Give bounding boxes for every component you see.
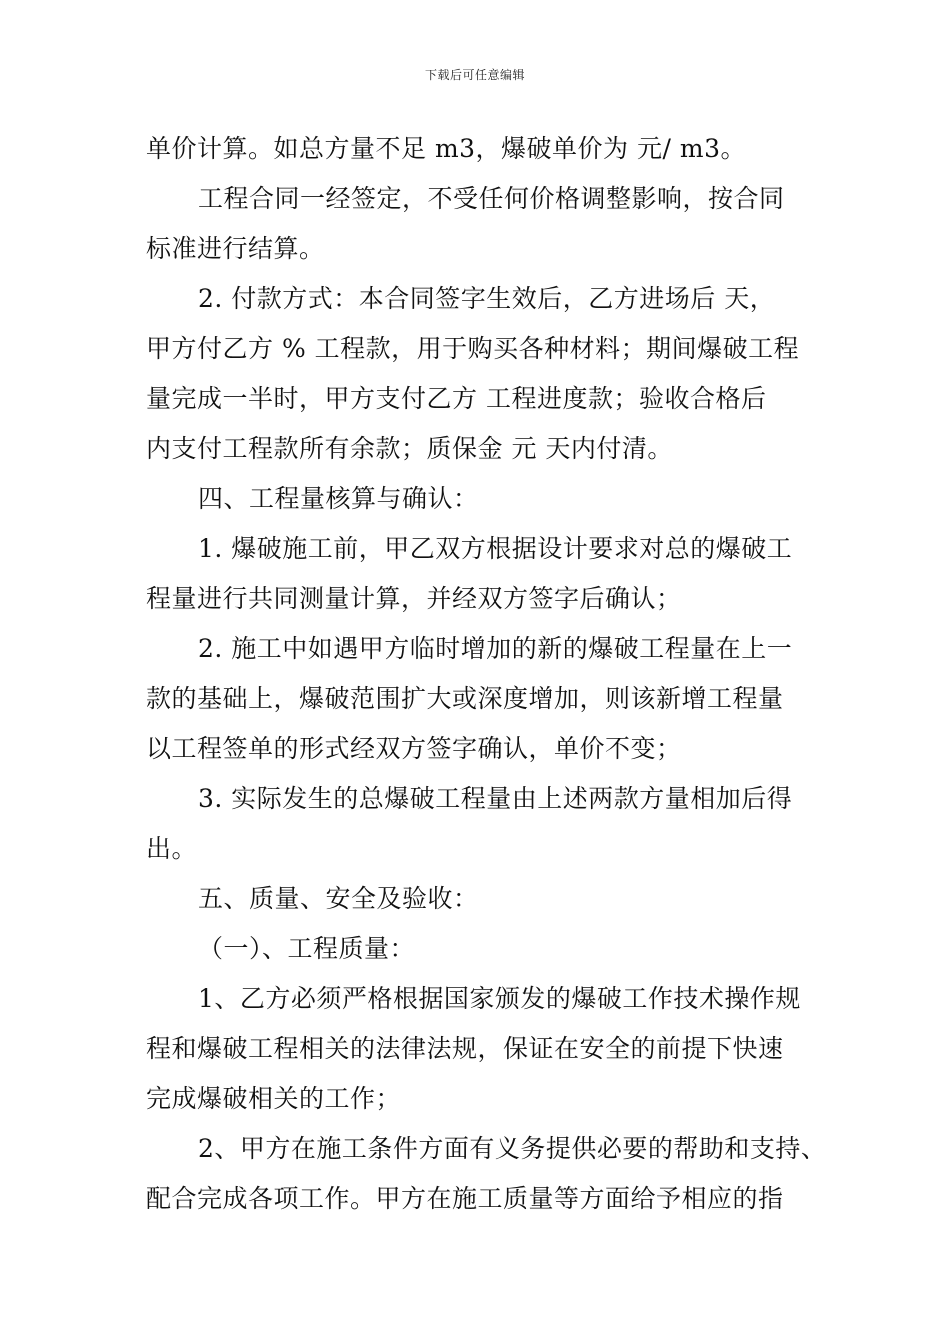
text-line: 以工程签单的形式经双方签字确认，单价不变； (146, 734, 682, 763)
text-line: 完成爆破相关的工作； (146, 1084, 402, 1113)
text-line: 1、乙方必须严格根据国家颁发的爆破工作技术操作规 (198, 984, 801, 1013)
text-line: 配合完成各项工作。甲方在施工质量等方面给予相应的指 (146, 1184, 784, 1213)
text-line: 出。 (146, 834, 198, 863)
text-line: 2、甲方在施工条件方面有义务提供必要的帮助和支持、 (198, 1134, 827, 1163)
text-line: 1. 爆破施工前，甲乙双方根据设计要求对总的爆破工 (198, 534, 793, 563)
text-line: 甲方付乙方 % 工程款，用于购买各种材料；期间爆破工程 (146, 334, 800, 363)
text-line: 程量进行共同测量计算，并经双方签字后确认； (146, 584, 682, 613)
text-line: 2. 付款方式：本合同签字生效后，乙方进场后 天， (198, 284, 776, 313)
section-heading: 五、质量、安全及验收： (198, 884, 479, 913)
text-line: 款的基础上，爆破范围扩大或深度增加，则该新增工程量 (146, 684, 784, 713)
text-line: 3. 实际发生的总爆破工程量由上述两款方量相加后得 (198, 784, 793, 813)
text-line: 2. 施工中如遇甲方临时增加的新的爆破工程量在上一 (198, 634, 793, 663)
page-header: 下载后可任意编辑 (424, 68, 525, 82)
subsection-heading: （一）、工程质量： (198, 934, 416, 963)
text-line: 标准进行结算。 (146, 234, 325, 263)
text-line: 内支付工程款所有余款；质保金 元 天内付清。 (146, 434, 673, 463)
text-line: 量完成一半时，甲方支付乙方 工程进度款；验收合格后 (146, 384, 767, 413)
document-body (146, 124, 827, 1224)
section-heading: 四、工程量核算与确认： (198, 484, 479, 513)
text-line: 工程合同一经签定，不受任何价格调整影响，按合同 (198, 184, 785, 213)
text-line: 程和爆破工程相关的法律法规，保证在安全的前提下快速 (146, 1034, 784, 1063)
text-line: 单价计算。如总方量不足 m3，爆破单价为 元/ m3。 (146, 134, 746, 163)
